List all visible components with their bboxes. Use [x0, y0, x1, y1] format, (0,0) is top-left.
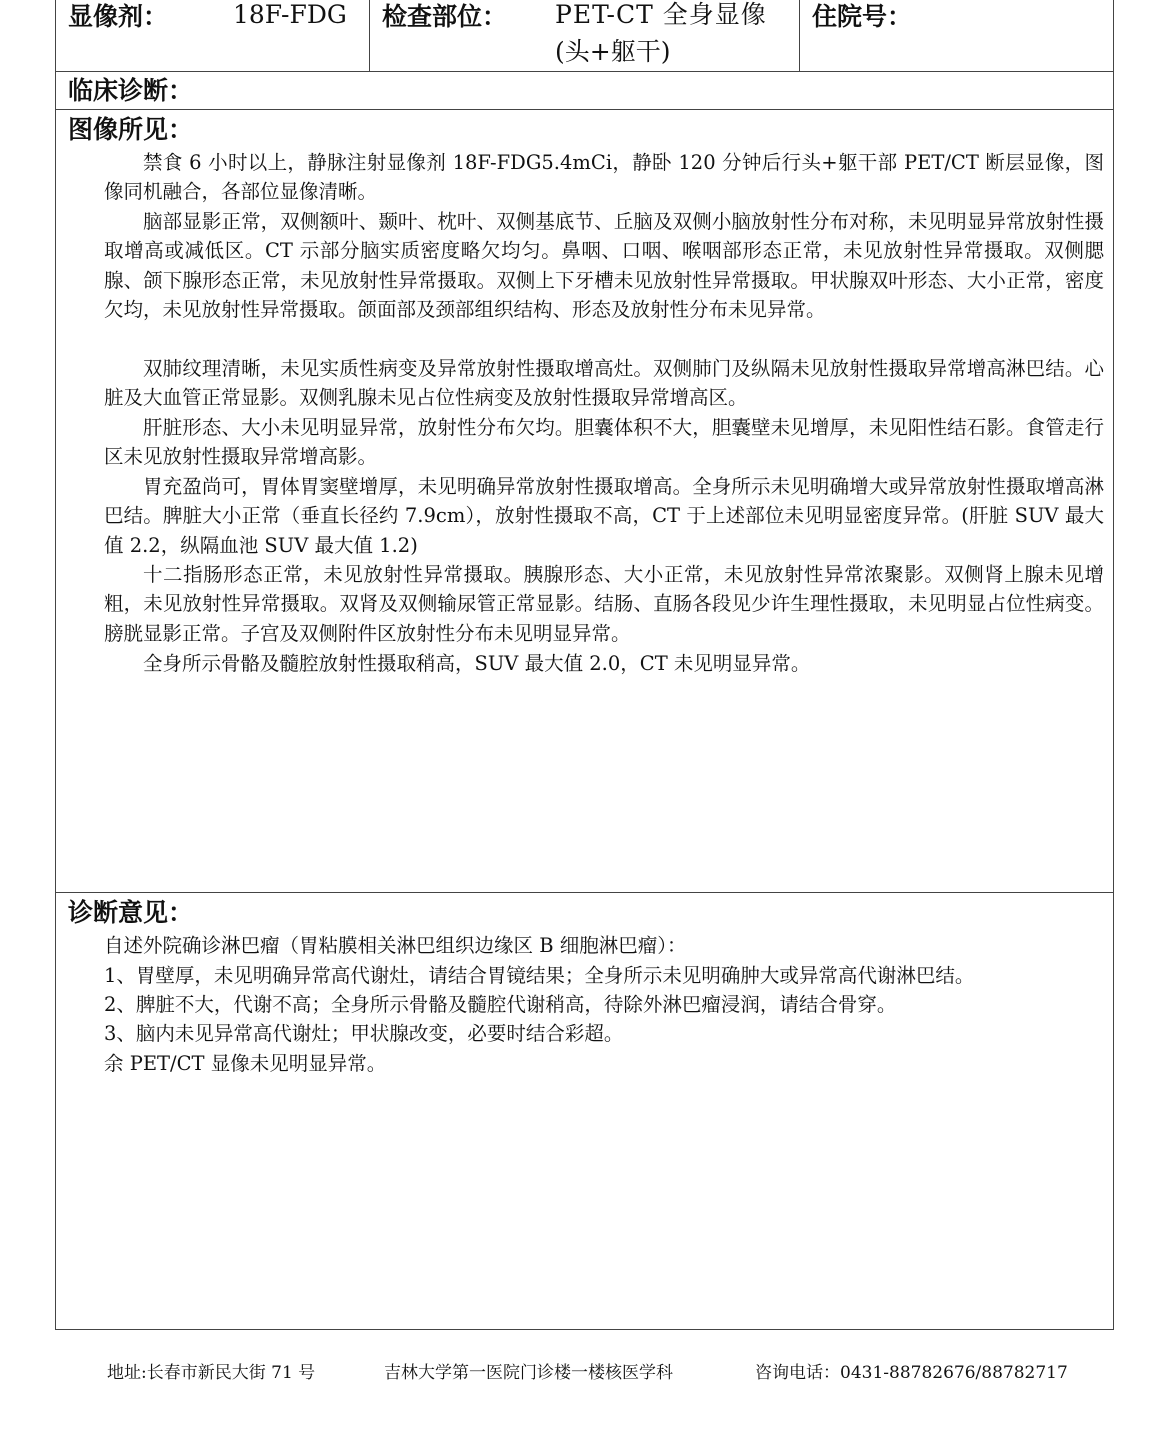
findings-paragraph: 双肺纹理清晰，未见实质性病变及异常放射性摄取增高灶。双侧肺门及纵隔未见放射性摄取异常增高淋巴结。心脏及大血管正常显影。双侧乳腺未见占位性病变及放射性摄取异常增高区。 — [104, 357, 1104, 410]
findings-paragraph: 胃充盈尚可，胃体胃窦壁增厚，未见明确异常放射性摄取增高。全身所示未见明确增大或异常放射性摄取增高淋巴结。脾脏大小正常（垂直长径约 7.9cm），放射性摄取不高，CT 于上述部位未见明显密度异常。(肝脏 SUV 最大值 2.2，纵隔血池 SUV 最大值 1.2) — [104, 475, 1104, 557]
image-findings-section — [56, 110, 1113, 893]
clinical-diagnosis-row — [56, 72, 1113, 110]
diagnosis-line: 3、脑内未见异常高代谢灶；甲状腺改变，必要时结合彩超。 — [104, 1022, 624, 1045]
tracer-cell — [56, 0, 370, 72]
findings-paragraph: 全身所示骨骼及髓腔放射性摄取稍高，SUV 最大值 2.0，CT 未见明显异常。 — [143, 652, 811, 675]
diagnosis-line: 自述外院确诊淋巴瘤（胃粘膜相关淋巴组织边缘区 B 细胞淋巴瘤）： — [104, 934, 687, 957]
tracer-label: 显像剂： — [68, 2, 169, 31]
clinical-diagnosis-label: 临床诊断： — [68, 76, 194, 105]
exam-site-cell — [370, 0, 800, 72]
exam-site-label: 检查部位： — [382, 2, 508, 31]
footer-phone: 咨询电话：0431-88782676/88782717 — [755, 1363, 1068, 1383]
footer-address: 地址:长春市新民大街 71 号 — [107, 1363, 316, 1383]
footer-department: 吉林大学第一医院门诊楼一楼核医学科 — [384, 1363, 673, 1383]
header-row — [56, 0, 1113, 72]
findings-paragraph: 肝脏形态、大小未见明显异常，放射性分布欠均。胆囊体积不大，胆囊壁未见增厚，未见阳性结石影。食管走行区未见放射性摄取异常增高影。 — [104, 416, 1104, 469]
inpatient-no-label: 住院号： — [812, 2, 913, 31]
report-sheet — [55, 0, 1114, 1330]
tracer-value: 18F-FDG — [233, 0, 347, 29]
findings-label: 图像所见： — [68, 115, 194, 144]
exam-site-value-line2: (头+躯干) — [555, 37, 671, 66]
exam-site-value-line1: PET-CT 全身显像 — [555, 0, 767, 29]
diagnosis-label: 诊断意见： — [68, 898, 194, 927]
findings-paragraph: 脑部显影正常，双侧额叶、颞叶、枕叶、双侧基底节、丘脑及双侧小脑放射性分布对称，未见明显异常放射性摄取增高或减低区。CT 示部分脑实质密度略欠均匀。鼻咽、口咽、喉咽部形态正常，未见放射性异常摄取。双侧腮腺、颌下腺形态正常，未见放射性异常摄取。双侧上下牙槽未见放射性异常摄取。甲状腺双叶形态、大小正常，密度欠均，未见放射性异常摄取。颌面部及颈部组织结构、形态及放射性分布未见异常。 — [104, 210, 1104, 321]
findings-paragraph: 十二指肠形态正常，未见放射性异常摄取。胰腺形态、大小正常，未见放射性异常浓聚影。双侧肾上腺未见增粗，未见放射性异常摄取。双肾及双侧输尿管正常显影。结肠、直肠各段见少许生理性摄取，未见明显占位性病变。膀胱显影正常。子宫及双侧附件区放射性分布未见明显异常。 — [104, 563, 1104, 645]
inpatient-no-cell — [800, 0, 1115, 72]
diagnosis-line: 余 PET/CT 显像未见明显异常。 — [104, 1052, 387, 1075]
diagnosis-line: 1、胃壁厚，未见明确异常高代谢灶，请结合胃镜结果；全身所示未见明确肿大或异常高代谢淋巴结。 — [104, 964, 975, 987]
findings-paragraph: 禁食 6 小时以上，静脉注射显像剂 18F-FDG5.4mCi，静卧 120 分钟后行头+躯干部 PET/CT 断层显像，图像同机融合，各部位显像清晰。 — [104, 151, 1104, 204]
diagnosis-line: 2、脾脏不大，代谢不高；全身所示骨骼及髓腔代谢稍高，待除外淋巴瘤浸润，请结合骨穿。 — [104, 993, 897, 1016]
diagnosis-section — [56, 893, 1113, 1330]
